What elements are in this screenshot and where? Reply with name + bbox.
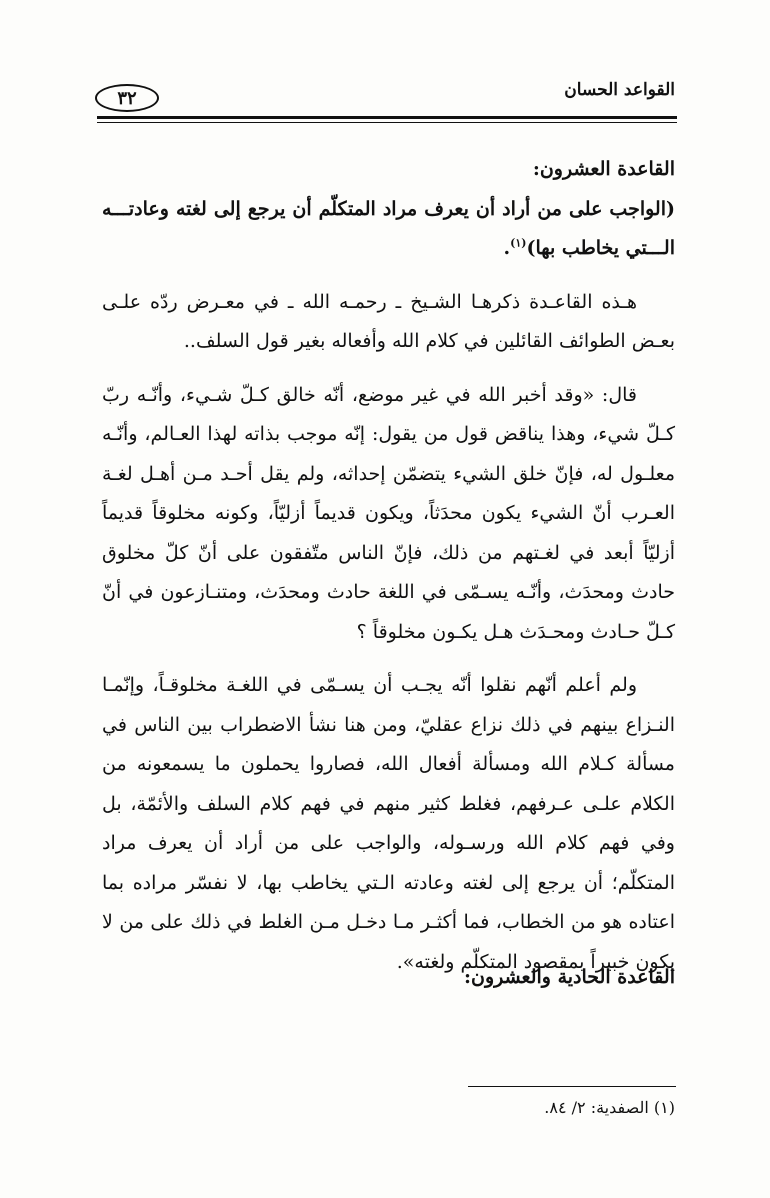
- page-number: ٣٢: [95, 84, 159, 112]
- header-title: القواعد الحسان: [564, 80, 675, 100]
- header-rule-thick: [97, 116, 677, 119]
- paragraph-3: ولم أعلم أنّهم نقلوا أنّه يجـب أن يسـمّى في اللغـة مخلوقـاً، وإنّمـا النـزاع بينهم في ذلك نزاع عقليّ، ومن هنا نشأ الاضطراب بين الناس في مسألة كـلام الله ومسألة أفعال الله، فصاروا يحملون ما يسمعونه من الكلام علـى عـرفهم، فغلط كثير منهم في فهم كلام السلف والأئمّة، بل وفي فهم كلام الله ورسـوله، والواجب على من أراد أن يعرف مراد المتكلّم؛ أن يرجع إلى لغته وعادته الـتي يخاطب بها، لا نفسّر مراده بما اعتاده هو من الخطاب، فما أكثـر مـا دخـل مـن الغلط في ذلك على من لا يكون خبيراً بمقصود المتكلّم ولغته».: [102, 674, 675, 973]
- running-header: [95, 80, 677, 116]
- rule-statement-end: .: [503, 237, 511, 259]
- rule-statement-text: (الواجب على من أراد أن يعرف مراد المتكلّم أن يرجع إلى لغته وعادتـــه الـــتي يخاطب بها): [102, 197, 675, 259]
- header-rule-thin: [97, 122, 677, 123]
- paragraph-2: قال: «وقد أخبر الله في غير موضع، أنّه خالق كـلّ شـيء، وأنّـه ربّ كـلّ شيء، وهذا يناقض قول من يقول: إنّه موجب بذاته لهذا العـالم، وأنّـه معلـول له، فإنّ خلق الشيء يتضمّن إحداثه، ولم يقل أحـد مـن أهـل لغـة العـرب أنّ الشيء يكون محدَثاً، ويكون قديماً أزليّاً، وكونه مخلوقاً قديماً أزليّاً أبعد في لغـتهم من ذلك، فإنّ الناس متّفقون على أنّ كلّ مخلوق حادث ومحدَث، وأنّـه يسـمّى في اللغة حادث ومحدَث، ومتنـازعون في أنّ كـلّ حـادث ومحـدَث هـل يكـون مخلوقاً ؟: [102, 383, 675, 643]
- main-text: [102, 150, 675, 982]
- section-heading-21: القاعدة الحادية والعشرون:: [463, 966, 675, 988]
- footnote: (١) الصفدية: ٢/ ٨٤.: [544, 1098, 675, 1117]
- paragraph-1: هـذه القاعـدة ذكرهـا الشـيخ ـ رحمـه الله ـ في معـرض ردّه علـى بعـض الطوائف القائلين في كلام الله وأفعاله بغير قول السلف..: [102, 290, 675, 352]
- section-heading-20: القاعدة العشرون:: [532, 158, 675, 180]
- footnote-marker: (١): [510, 236, 527, 250]
- rule-statement: [102, 190, 675, 269]
- footnote-rule: [468, 1086, 676, 1087]
